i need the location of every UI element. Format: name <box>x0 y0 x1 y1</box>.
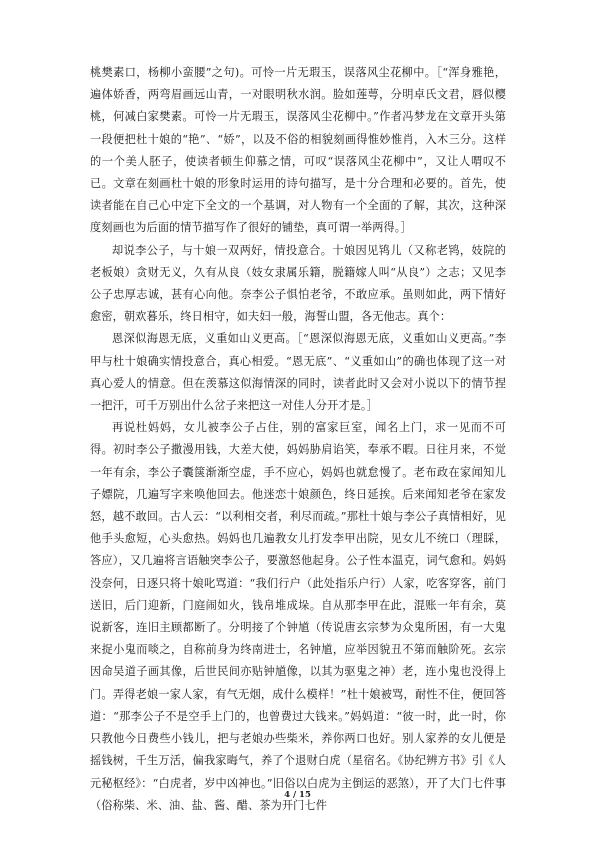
paragraph-4: 再说杜妈妈，女儿被李公子占住，别的富家巨室，闻名上门，求一见而不可得。初时李公子撒漫用钱，大差大使，妈妈胁肩谄笑，奉承不暇。日往月来，不觉一年有余，李公子囊箧渐渐空虚，手不应心，妈妈也就怠慢了。老布政在家闻知儿子嫖院，几遍写字来唤他回去。他迷恋十娘颜色，终日延挨。后来闻知老爷在家发怒，越不敢回。古人云：“以利相交者，利尽而疏。”那杜十娘与李公子真情相好，见他手头愈短，心头愈热。妈妈也几遍教女儿打发李甲出院，见女儿不统口（理睬，答应），又几遍将言语触突李公子，要激怒他起身。公子性本温克，词气愈和。妈妈没奈何，日逐只将十娘叱骂道：“我们行户（此处指乐户行）人家，吃客穿客，前门送旧，后门迎新，门庭闹如火，钱帛堆成垛。自从那李甲在此，混账一年有余，莫说新客，连旧主顾都断了。分明接了个钟馗（传说唐玄宗梦为众鬼所困，有一大鬼来捉小鬼而啖之，自称前身为终南进士，名钟馗，应举因貌丑不第而触阶死。玄宗因命吴道子画其像，后世民间亦贴钟馗像，以其为驱鬼之神）老，连小鬼也没得上门。弄得老娘一家人家，有气无烟，成什么模样！”杜十娘被骂，耐性不住，便回答道：“那李公子不是空手上门的，也曾费过大钱来。”妈妈道：“彼一时，此一时，你只教他今日费些小钱儿，把与老娘办些柴米，养你两口也好。别人家养的女儿便是摇钱树，千生万活，偏我家晦气，养了个退财白虎（星宿名。《协纪辨方书》引《人元秘枢经》：“白虎者，岁中凶神也。”旧俗以白虎为主倒运的恶煞），开了大门七件事（俗称柴、米、油、盐、酱、醋、茶为开门七件 <box>90 421 506 812</box>
page-number: 4 / 15 <box>284 790 311 800</box>
paragraph-1: 桃樊素口，杨柳小蛮腰”之句)。可怜一片无瑕玉，误落风尘花柳中。［“浑身雅艳，遍体娇香，两弯眉画远山青，一对眼明秋水润。脸如莲萼，分明卓氏文君，唇似樱桃，何减白家樊素。可怜一片无瑕玉，误落风尘花柳中。”作者冯梦龙在文章开头第一段便把杜十娘的“艳”、“娇”，以及不俗的相貌刻画得惟妙惟肖，入木三分。这样的一个美人胚子，使读者顿生仰慕之情，可叹“误落风尘花柳中”，又让人喟叹不已。文章在刻画杜十娘的形象时运用的诗句描写，是十分合理和必要的。首先，使读者能在自己心中定下全文的一个基调，对人物有一个全面的了解，其次，这种深度刻画也为后面的情节描写作了很好的铺垫，真可谓一举两得。］ <box>90 66 506 235</box>
document-body <box>90 62 506 817</box>
paragraph-3: 恩深似海恩无底，义重如山义更高。［“恩深似海恩无底，义重如山义更高。”李甲与杜十娘确实情投意合，真心相爱。“恩无底”、“义重如山”的确也体现了这一对真心爱人的情意。但在羡慕这似海情深的同时，读者此时又会对小说以下的情节捏一把汗，可千万别出什么岔子来把这一对佳人分开才是。］ <box>90 332 506 413</box>
paragraph-2: 却说李公子，与十娘一双两好，情投意合。十娘因见鸨儿（又称老鸨，妓院的老板娘）贪财无义，久有从良（妓女隶属乐籍，脱籍嫁人叫“从良”）之志；又见李公子忠厚志诚，甚有心向他。奈李公子惧怕老爷，不敢应承。虽则如此，两下情好愈密，朝欢暮乐，终日相守，如夫妇一般，海誓山盟，各无他志。真个： <box>90 243 506 324</box>
